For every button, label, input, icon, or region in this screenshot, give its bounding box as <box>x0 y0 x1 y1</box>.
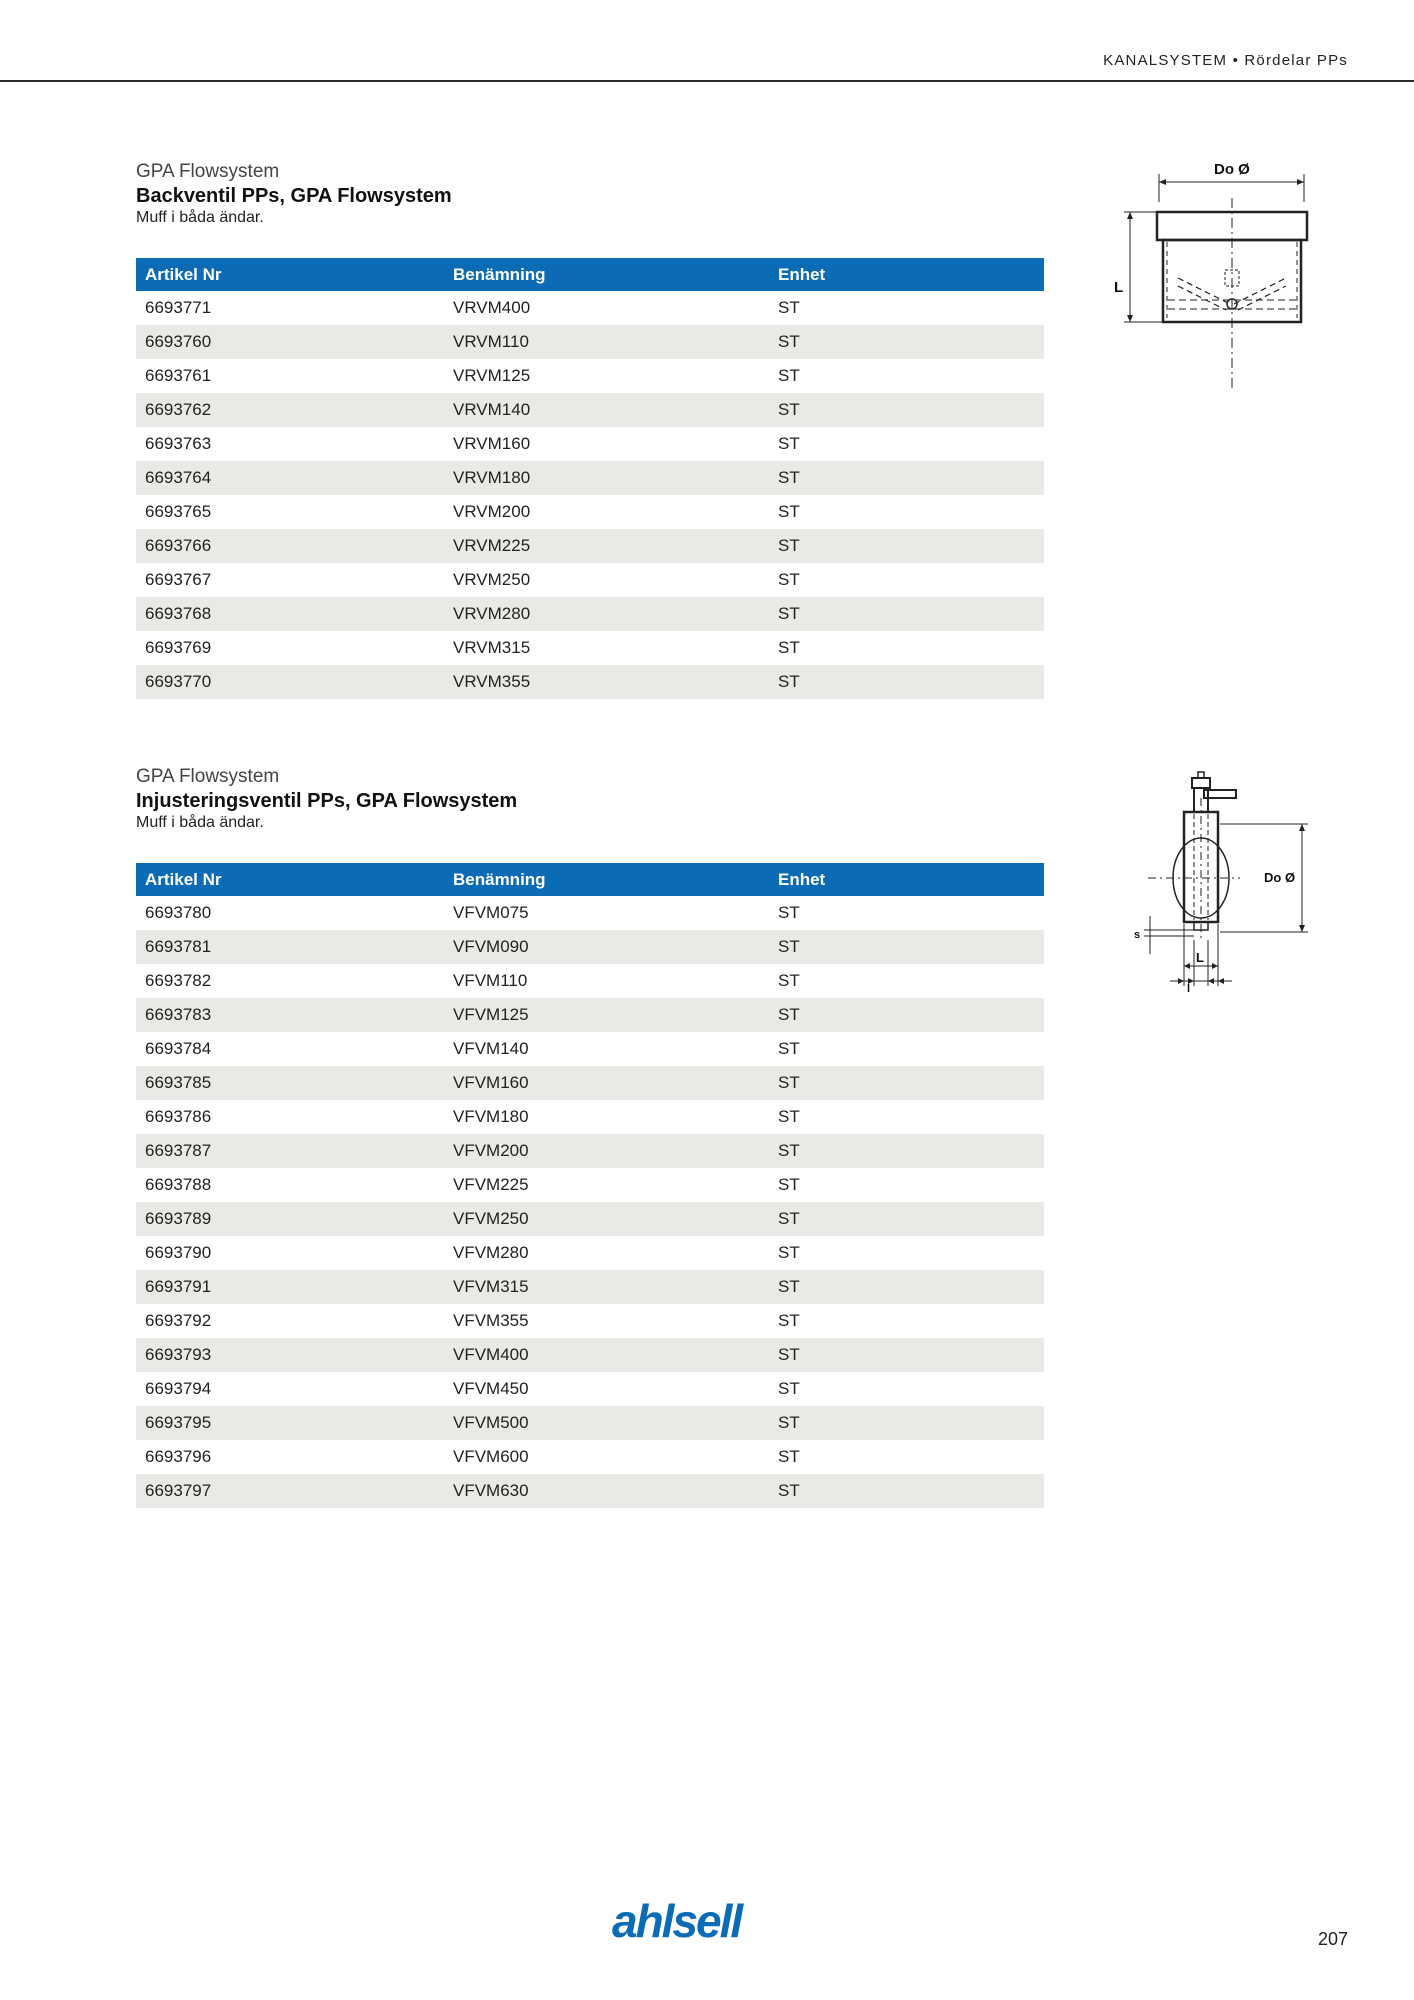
cell-enhet: ST <box>769 930 1044 964</box>
product-table <box>136 863 1044 1508</box>
cell-artikel-nr: 6693765 <box>145 502 212 521</box>
table-row <box>136 896 1044 930</box>
cell-enhet: ST <box>778 298 800 317</box>
table-row <box>136 1270 1044 1304</box>
injusteringsventil-technical-drawing <box>1124 768 1324 994</box>
cell-enhet: ST <box>769 393 1044 427</box>
section-subtitle: Muff i båda ändar. <box>136 814 264 831</box>
cell-artikel-nr: 6693766 <box>136 529 444 563</box>
drawing-label-diameter: Do Ø <box>1264 870 1296 885</box>
cell-benamning: VFVM125 <box>444 998 769 1032</box>
table-row <box>136 1304 1044 1338</box>
page-header-text: KANALSYSTEM • Rördelar PPs <box>1103 52 1348 69</box>
cell-artikel-nr: 6693783 <box>136 998 444 1032</box>
cell-enhet: ST <box>778 1039 800 1058</box>
cell-enhet: ST <box>769 1406 1044 1440</box>
table-row <box>136 1236 1044 1270</box>
cell-artikel-nr: 6693787 <box>136 1134 444 1168</box>
cell-benamning: VFVM630 <box>444 1474 769 1508</box>
cell-benamning: VRVM180 <box>444 461 769 495</box>
drawing-label-l: l <box>1187 983 1191 994</box>
cell-benamning: VFVM450 <box>453 1379 529 1398</box>
cell-enhet: ST <box>778 1243 800 1262</box>
table-row <box>136 631 1044 665</box>
table-body <box>136 291 1044 699</box>
cell-artikel-nr: 6693763 <box>145 434 212 453</box>
table-row <box>136 964 1044 998</box>
cell-artikel-nr: 6693768 <box>136 597 444 631</box>
cell-benamning: VRVM225 <box>444 529 769 563</box>
cell-artikel-nr: 6693785 <box>136 1066 444 1100</box>
cell-artikel-nr: 6693781 <box>136 930 444 964</box>
column-header-benamning: Benämning <box>444 258 769 291</box>
cell-enhet: ST <box>769 529 1044 563</box>
cell-artikel-nr: 6693797 <box>136 1474 444 1508</box>
table-row <box>136 1474 1044 1508</box>
cell-benamning: VFVM225 <box>453 1175 529 1194</box>
cell-benamning: VFVM110 <box>453 971 528 990</box>
table-row <box>136 359 1044 393</box>
cell-enhet: ST <box>769 998 1044 1032</box>
cell-artikel-nr: 6693760 <box>136 325 444 359</box>
cell-artikel-nr: 6693786 <box>145 1107 212 1126</box>
drawing-label-length: L <box>1114 279 1124 296</box>
cell-benamning: VFVM315 <box>444 1270 769 1304</box>
cell-benamning: VRVM200 <box>453 502 531 521</box>
cell-enhet: ST <box>769 665 1044 699</box>
cell-enhet: ST <box>769 1134 1044 1168</box>
table-header-row <box>136 863 1044 896</box>
cell-benamning: VRVM355 <box>444 665 769 699</box>
cell-benamning: VFVM400 <box>444 1338 769 1372</box>
table-row <box>136 291 1044 325</box>
cell-benamning: VFVM140 <box>453 1039 529 1058</box>
table-row <box>136 563 1044 597</box>
table-row <box>136 1372 1044 1406</box>
table-row <box>136 495 1044 529</box>
cell-benamning: VFVM355 <box>453 1311 529 1330</box>
cell-artikel-nr: 6693761 <box>145 366 212 385</box>
cell-benamning: VFVM200 <box>444 1134 769 1168</box>
column-header-benamning: Benämning <box>444 863 769 896</box>
cell-enhet: ST <box>769 1338 1044 1372</box>
table-row <box>136 1202 1044 1236</box>
cell-benamning: VRVM315 <box>453 638 531 657</box>
cell-artikel-nr: 6693767 <box>145 570 212 589</box>
header-divider <box>0 80 1414 82</box>
column-header-enhet: Enhet <box>769 863 1044 896</box>
table-row <box>136 930 1044 964</box>
table-row <box>136 1134 1044 1168</box>
cell-enhet: ST <box>769 1066 1044 1100</box>
cell-artikel-nr: 6693793 <box>136 1338 444 1372</box>
drawing-label-diameter: Do Ø <box>1214 161 1250 178</box>
section-subtitle: Muff i båda ändar. <box>136 209 264 226</box>
cell-artikel-nr: 6693790 <box>145 1243 212 1262</box>
cell-artikel-nr: 6693789 <box>136 1202 444 1236</box>
cell-artikel-nr: 6693788 <box>145 1175 212 1194</box>
table-row <box>136 665 1044 699</box>
cell-benamning: VRVM110 <box>444 325 769 359</box>
cell-enhet: ST <box>769 1202 1044 1236</box>
table-row <box>136 1440 1044 1474</box>
cell-artikel-nr: 6693764 <box>136 461 444 495</box>
cell-benamning: VFVM600 <box>453 1447 529 1466</box>
section-title: Injusteringsventil PPs, GPA Flowsystem <box>136 790 518 812</box>
table-row <box>136 427 1044 461</box>
table-row <box>136 1032 1044 1066</box>
backventil-technical-drawing <box>1112 158 1318 390</box>
cell-artikel-nr: 6693780 <box>145 903 212 922</box>
table-header-row <box>136 258 1044 291</box>
table-row <box>136 1338 1044 1372</box>
column-header-artikel-nr: Artikel Nr <box>136 863 444 896</box>
cell-enhet: ST <box>778 971 800 990</box>
cell-enhet: ST <box>769 1270 1044 1304</box>
cell-benamning: VFVM160 <box>444 1066 769 1100</box>
table-row <box>136 325 1044 359</box>
cell-benamning: VRVM250 <box>453 570 531 589</box>
cell-artikel-nr: 6693784 <box>145 1039 212 1058</box>
table-row <box>136 393 1044 427</box>
table-row <box>136 461 1044 495</box>
cell-benamning: VFVM250 <box>444 1202 769 1236</box>
cell-benamning: VFVM090 <box>444 930 769 964</box>
table-row <box>136 1100 1044 1134</box>
cell-enhet: ST <box>778 434 800 453</box>
cell-artikel-nr: 6693795 <box>136 1406 444 1440</box>
cell-enhet: ST <box>778 1379 800 1398</box>
table-row <box>136 1168 1044 1202</box>
cell-benamning: VFVM075 <box>453 903 529 922</box>
cell-artikel-nr: 6693770 <box>136 665 444 699</box>
table-row <box>136 998 1044 1032</box>
cell-artikel-nr: 6693791 <box>136 1270 444 1304</box>
cell-benamning: VFVM500 <box>444 1406 769 1440</box>
column-header-enhet: Enhet <box>769 258 1044 291</box>
section-brand: GPA Flowsystem <box>136 161 280 182</box>
table-row <box>136 1066 1044 1100</box>
drawing-label-length: L <box>1196 950 1204 965</box>
section-backventil <box>136 160 1044 699</box>
page-number: 207 <box>1317 1929 1348 1949</box>
table-row <box>136 597 1044 631</box>
cell-artikel-nr: 6693769 <box>145 638 212 657</box>
cell-benamning: VFVM180 <box>453 1107 529 1126</box>
cell-benamning: VRVM140 <box>444 393 769 427</box>
cell-enhet: ST <box>778 903 800 922</box>
section-injusteringsventil <box>136 765 1044 1508</box>
table-body <box>136 896 1044 1508</box>
drawing-label-s: s <box>1134 929 1141 941</box>
column-header-artikel-nr: Artikel Nr <box>136 258 444 291</box>
table-row <box>136 1406 1044 1440</box>
cell-enhet: ST <box>778 1311 800 1330</box>
table-row <box>136 529 1044 563</box>
cell-enhet: ST <box>769 325 1044 359</box>
cell-benamning: VRVM400 <box>453 298 531 317</box>
section-title: Backventil PPs, GPA Flowsystem <box>136 185 452 207</box>
cell-artikel-nr: 6693794 <box>145 1379 212 1398</box>
cell-enhet: ST <box>778 570 800 589</box>
ahlsell-logo: ahlsell <box>612 1895 742 1947</box>
cell-enhet: ST <box>778 502 800 521</box>
cell-artikel-nr: 6693771 <box>145 298 212 317</box>
product-table <box>136 258 1044 699</box>
cell-enhet: ST <box>778 1107 800 1126</box>
cell-benamning: VRVM125 <box>453 366 531 385</box>
cell-enhet: ST <box>778 1447 800 1466</box>
cell-artikel-nr: 6693796 <box>145 1447 212 1466</box>
section-brand: GPA Flowsystem <box>136 766 280 787</box>
cell-enhet: ST <box>778 366 800 385</box>
cell-benamning: VRVM280 <box>444 597 769 631</box>
cell-enhet: ST <box>769 597 1044 631</box>
cell-enhet: ST <box>778 638 800 657</box>
cell-artikel-nr: 6693782 <box>145 971 212 990</box>
cell-enhet: ST <box>778 1175 800 1194</box>
cell-benamning: VRVM160 <box>453 434 531 453</box>
cell-enhet: ST <box>769 461 1044 495</box>
cell-artikel-nr: 6693792 <box>145 1311 212 1330</box>
cell-enhet: ST <box>769 1474 1044 1508</box>
cell-benamning: VFVM280 <box>453 1243 529 1262</box>
cell-artikel-nr: 6693762 <box>136 393 444 427</box>
